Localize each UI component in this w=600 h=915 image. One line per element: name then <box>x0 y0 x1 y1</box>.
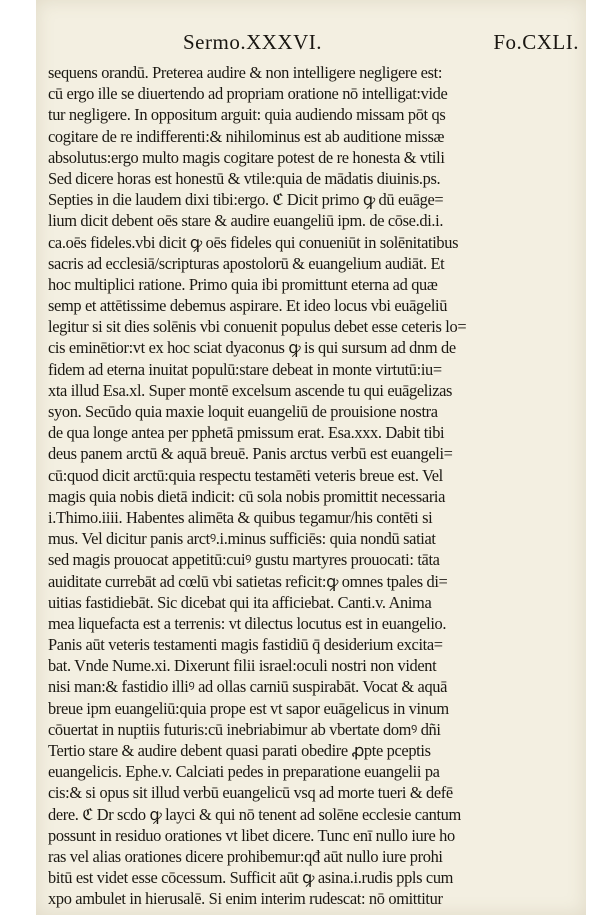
text-line: xta illud Esa.xl. Super montē excelsum ascende tu qui euāgelizas <box>48 380 453 400</box>
text-line: Septies in die laudem dixi tibi:ergo. ℭ Dicit primo ꝙ dū euāge= <box>48 190 444 210</box>
text-line: ca.oēs fideles.vbi dicit ꝙ oēs fideles qui conueniūt in solēnitatibus <box>48 232 459 252</box>
text-line: cū:quod dicit arctū:quia respectu testamēti veteris breue est. Vel <box>48 465 443 485</box>
text-line: ras vel alias orationes dicere prohibemur:qđ aūt nullo iure prohi <box>48 846 443 866</box>
text-line: mea liquefacta est a terrenis: vt dilectus locutus est in euangelio. <box>48 613 447 633</box>
text-line: semp et attētissime debemus aspirare. Et ideo locus vbi euāgeliū <box>48 296 448 316</box>
book-page <box>36 0 586 915</box>
sermon-heading: Sermo.XXXVI. <box>183 30 322 54</box>
text-line: lium dicit debent oēs stare & audire euangeliū ipm. de cōse.di.i. <box>48 211 444 231</box>
text-line: euangelicis. Ephe.v. Calciati pedes in preparatione euangelii pa <box>48 762 440 782</box>
text-line: magis quia nobis dietā indicit: cū sola nobis promittit necessaria <box>48 486 446 506</box>
text-line: cū ergo ille se diuertendo ad propriam oratione nō intelligat:vide <box>48 84 448 104</box>
text-line: Panis aūt veteris testamenti magis fastidiū q̄ desiderium excita= <box>48 635 443 655</box>
text-line: cis:& si opus sit illud verbū euangelicū vsq ad morte tueri & defē <box>48 783 453 803</box>
text-line: deus panem arctū & aquā breuē. Panis arctus verbū est euangeli= <box>48 444 453 464</box>
text-line: mus. Vel dicitur panis arctꝰ.i.minus sufficiēs: quia nondū satiat <box>48 529 436 549</box>
text-line: sequens orandū. Preterea audire & non intelligere negligere est: <box>48 63 443 82</box>
text-line: breue ipm euangeliū:quia prope est vt sapor euāgelicus in vinum <box>48 698 449 718</box>
text-line: sed magis prouocat appetitū:cuiꝰ gustu martyres prouocati: tāta <box>48 550 440 570</box>
text-line: legitur si sit dies solēnis vbi conuenit populus debet esse ceteris lo= <box>48 317 467 337</box>
text-line: sacris ad ecclesiā/scripturas apostolorū & euangelium audiāt. Et <box>48 253 445 273</box>
text-line: cis eminētior:vt ex hoc sciat dyaconus ꝙ is qui sursum ad dnm de <box>48 338 456 358</box>
text-line: syon. Secūdo quia maxie loquit euangeliū de prouisione nostra <box>48 402 438 421</box>
text-line: bat. Vnde Nume.xi. Dixerunt filii israel:oculi nostri non vident <box>48 656 437 676</box>
text-line: tur negligere. In oppositum arguit: quia audiendo missam pōt qs <box>48 105 446 125</box>
running-head <box>183 30 583 58</box>
folio-number: Fo.CXLI. <box>493 30 579 54</box>
text-line: Sed dicere horas est honestū & vtile:quia de mādatis diuinis.ps. <box>48 168 441 188</box>
text-line: possunt in residuo orationes vt libet dicere. Tunc enī nullo iure ho <box>48 825 455 845</box>
text-line: auiditate currebāt ad cœlū vbi satietas reficit:ꝙ omnes tpales di= <box>48 571 448 591</box>
text-line: absolutus:ergo multo magis cogitare potest de re honesta & vtili <box>48 147 445 167</box>
text-line: dere. ℭ Dr scdo ꝙ layci & qui nō tenent ad solēne ecclesie cantum <box>48 804 461 824</box>
text-line: hoc multiplici ratione. Primo quia ibi promittunt eterna ad quæ <box>48 274 438 294</box>
text-line: cogitare de re indifferenti:& nihilominus est ab auditione missæ <box>48 126 445 146</box>
text-line: de qua longe antea per pphetā pmissum erat. Esa.xxx. Dabit tibi <box>48 423 445 443</box>
text-line: nisi man:& fastidio illiꝰ ad ollas carniū suspirabāt. Vocat & aquā <box>48 677 448 697</box>
text-line: fidem ad eterna inuitat populū:stare debeat in monte virtutū:iu= <box>48 359 442 379</box>
text-line: cōuertat in nuptiis futuris:cū inebriabimur ab vbertate domꝰ dñi <box>48 719 441 739</box>
text-line: Tertio stare & audire debent quasi parati obedire ꝓpte pceptis <box>48 741 431 760</box>
body-text <box>48 62 548 910</box>
text-line: bitū est videt esse cōcessum. Sufficit aūt ꝙ asina.i.rudis ppls cum <box>48 868 454 888</box>
text-line: xpo ambulet in hierusalē. Si enim interim rudescat: nō omittitur <box>48 889 443 909</box>
text-line: i.Thimo.iiii. Habentes alimēta & quibus tegamur/his contēti si <box>48 507 433 527</box>
text-line: uitias fastidiebāt. Sic dicebat qui ita afficiebat. Canti.v. Anima <box>48 592 432 612</box>
